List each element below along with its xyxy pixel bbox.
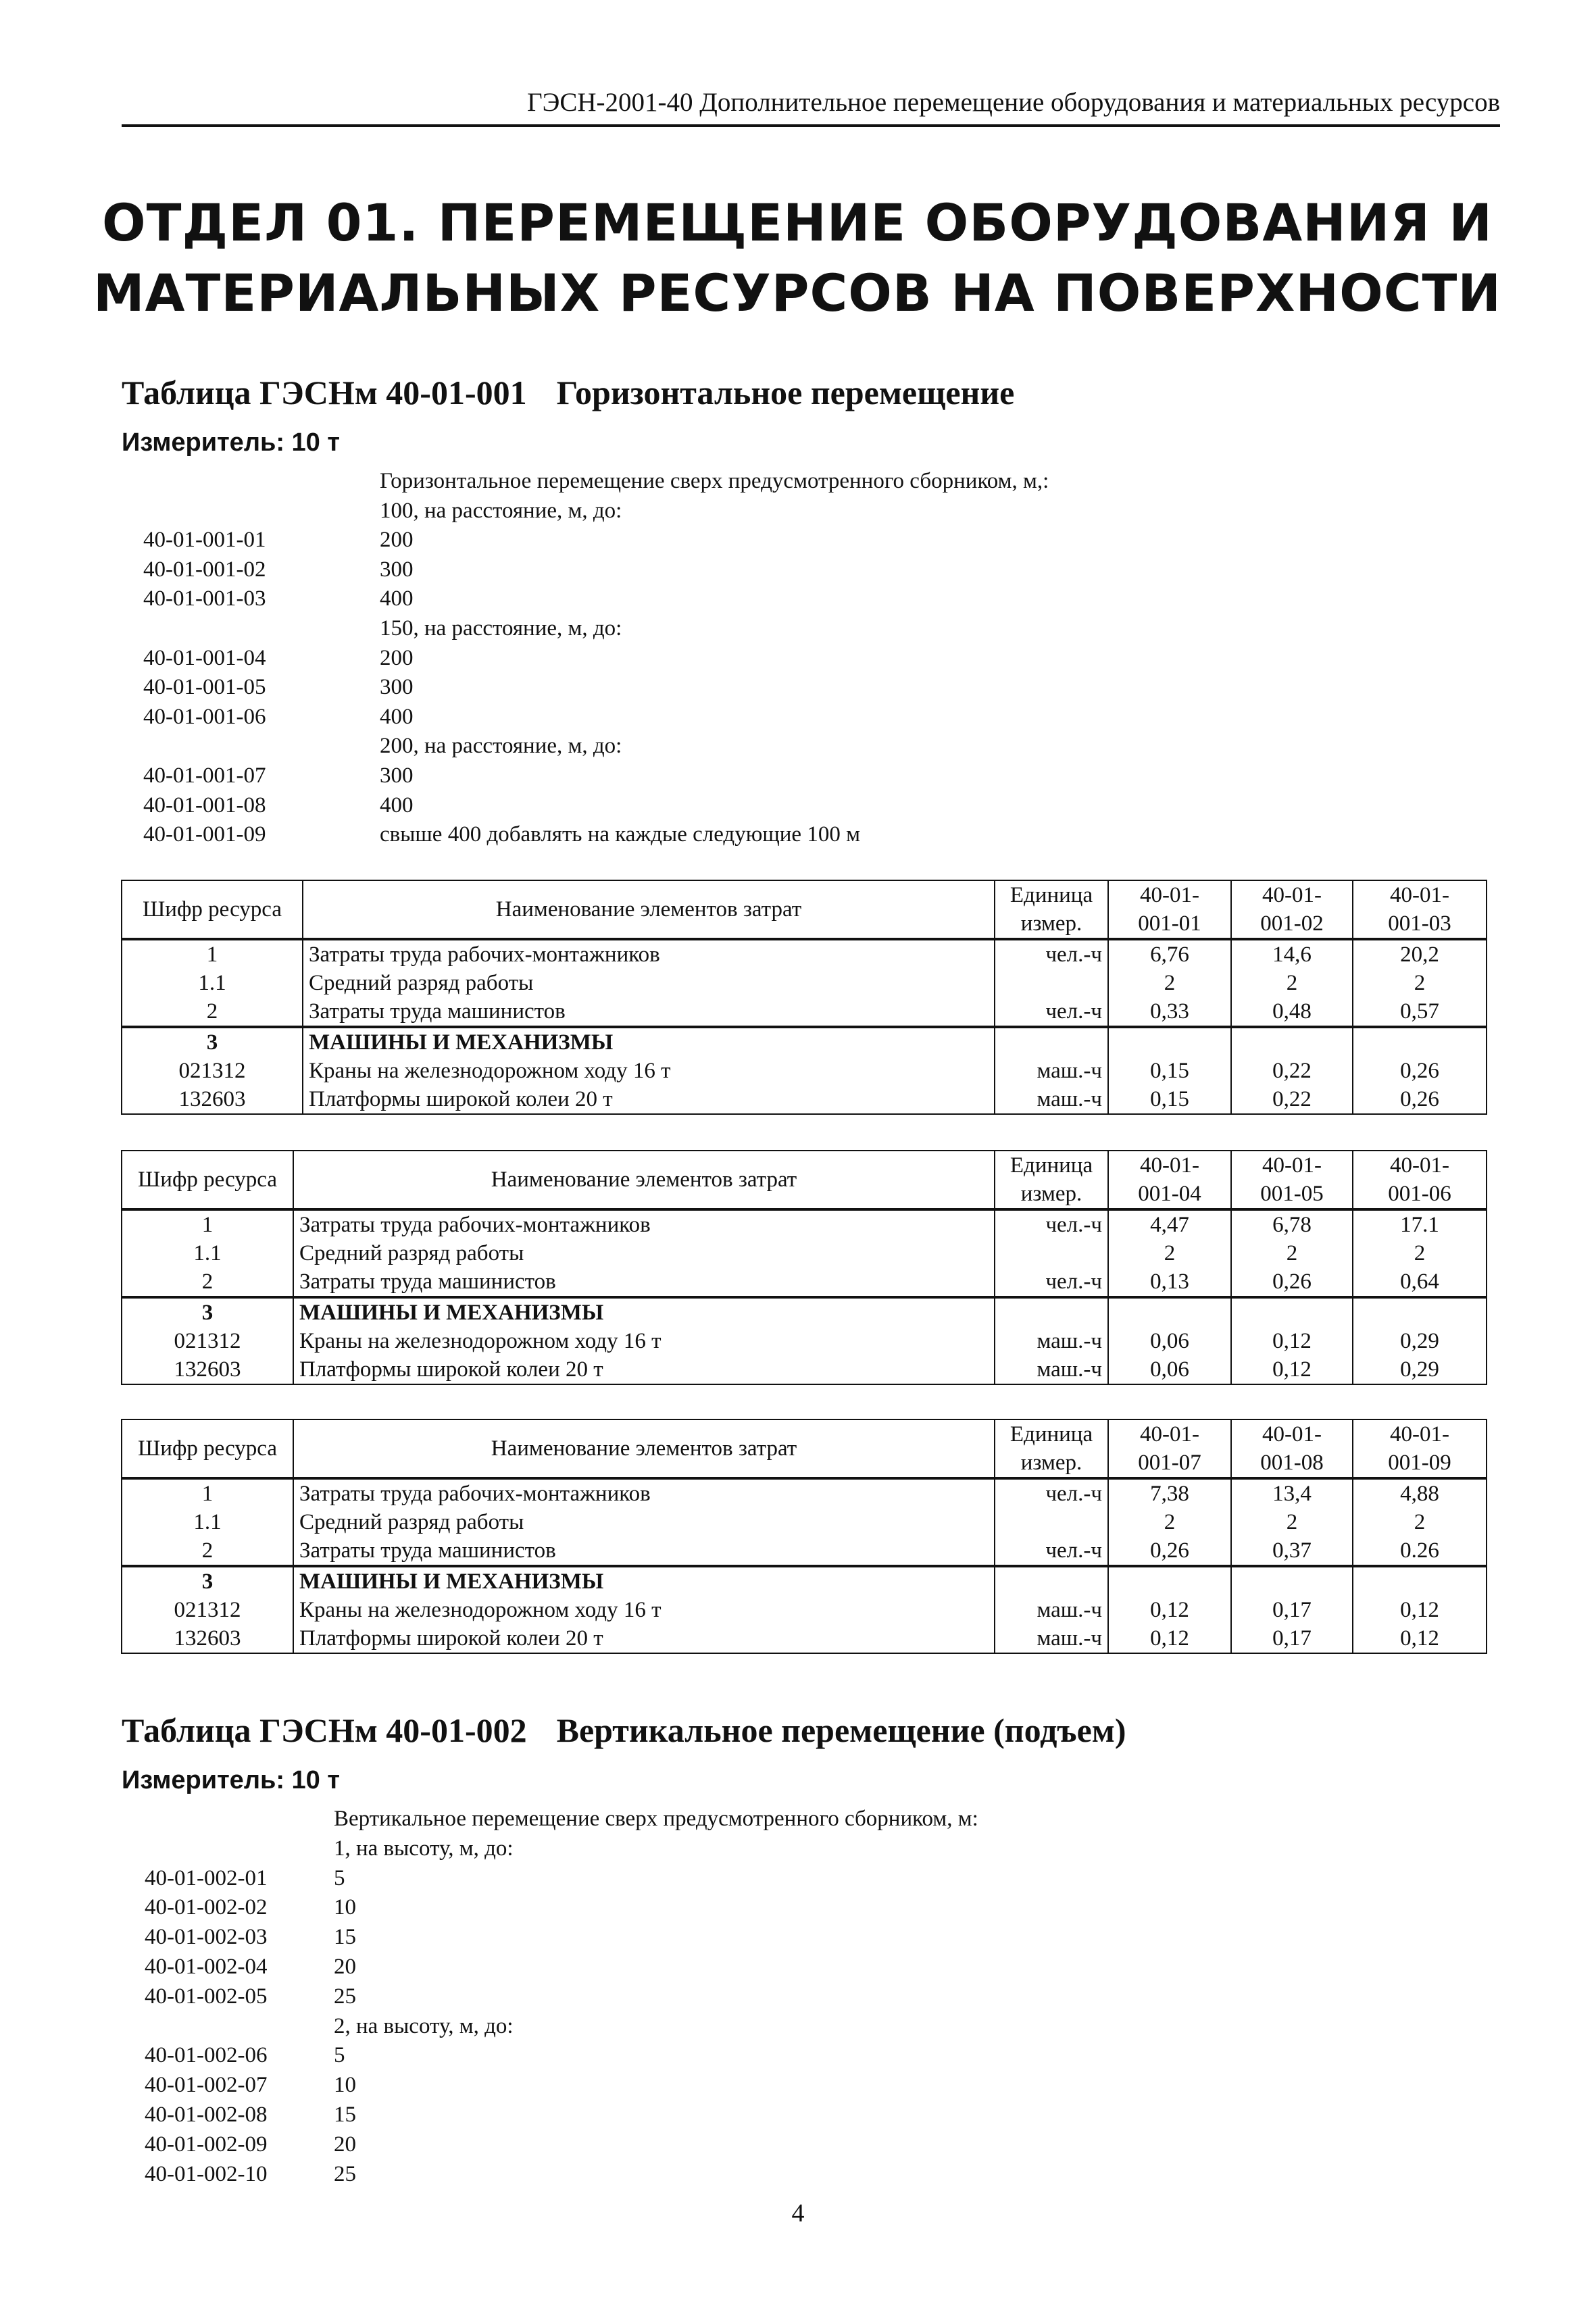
name-cell: Краны на железнодорожном ходу 16 т xyxy=(293,1327,995,1355)
value-cell: 2 xyxy=(1231,969,1353,997)
work-text: 200 xyxy=(380,528,414,553)
name-cell: МАШИНЫ И МЕХАНИЗМЫ xyxy=(293,1297,995,1327)
cipher-cell: 2 xyxy=(122,997,303,1027)
work-text: свыше 400 добавлять на каждые следующие 100 м xyxy=(380,822,860,847)
unit-cell: чел.-ч xyxy=(995,1536,1108,1566)
table-row xyxy=(122,1355,1487,1384)
value-cell xyxy=(1108,1027,1231,1057)
work-code: 40-01-002-03 xyxy=(145,1925,268,1950)
value-cell: 0,15 xyxy=(1108,1057,1231,1085)
name-cell: Затраты труда рабочих-монтажников xyxy=(293,1209,995,1239)
col-header-name: Наименование элементов затрат xyxy=(293,1419,995,1478)
col-header-code: 40-01- xyxy=(1231,880,1353,909)
name-cell: Затраты труда рабочих-монтажников xyxy=(303,939,995,969)
cipher-cell: 1.1 xyxy=(122,1508,293,1536)
work-text: 150, на расстояние, м, до: xyxy=(380,615,622,640)
cipher-cell: 021312 xyxy=(122,1327,293,1355)
value-cell: 20,2 xyxy=(1353,939,1487,969)
table-row xyxy=(122,1239,1487,1267)
work-text: Горизонтальное перемещение сверх предусмотренного сборником, м,: xyxy=(380,469,1049,493)
work-text: 15 xyxy=(334,1925,356,1950)
value-cell: 0,06 xyxy=(1108,1355,1231,1384)
value-cell: 2 xyxy=(1108,1508,1231,1536)
name-cell: Средний разряд работы xyxy=(303,969,995,997)
table-header-row xyxy=(122,880,1487,909)
table-row xyxy=(122,1057,1487,1085)
value-cell: 0,17 xyxy=(1231,1596,1353,1624)
value-cell: 0.26 xyxy=(1353,1536,1487,1566)
col-header-code: 001-05 xyxy=(1231,1180,1353,1209)
unit-cell xyxy=(995,1566,1108,1596)
unit-cell xyxy=(995,969,1108,997)
unit-cell xyxy=(995,1508,1108,1536)
table-row xyxy=(122,1596,1487,1624)
page-number: 4 xyxy=(791,2199,805,2228)
value-cell: 0,13 xyxy=(1108,1267,1231,1297)
table-row xyxy=(122,1566,1487,1596)
col-header-cipher: Шифр ресурса xyxy=(122,1151,293,1209)
table-row xyxy=(122,1327,1487,1355)
value-cell: 0,57 xyxy=(1353,997,1487,1027)
work-text: 400 xyxy=(380,704,414,729)
work-text: 300 xyxy=(380,763,414,788)
work-text: 20 xyxy=(334,1954,356,1979)
cipher-cell: 132603 xyxy=(122,1624,293,1653)
col-header-code: 001-07 xyxy=(1108,1449,1231,1478)
table-name: Горизонтальное перемещение xyxy=(556,374,1015,411)
name-cell: Платформы широкой колеи 20 т xyxy=(293,1355,995,1384)
unit-cell: маш.-ч xyxy=(995,1327,1108,1355)
resource-table-1 xyxy=(121,880,1487,1115)
work-code: 40-01-002-10 xyxy=(145,2161,268,2186)
cipher-cell: 3 xyxy=(122,1297,293,1327)
col-header-cipher: Шифр ресурса xyxy=(122,1419,293,1478)
value-cell xyxy=(1353,1027,1487,1057)
value-cell xyxy=(1231,1027,1353,1057)
name-cell: Платформы широкой колеи 20 т xyxy=(293,1624,995,1653)
value-cell: 0,64 xyxy=(1353,1267,1487,1297)
work-text: 25 xyxy=(334,1984,356,2009)
work-code: 40-01-002-09 xyxy=(145,2132,268,2157)
value-cell: 0,12 xyxy=(1108,1596,1231,1624)
work-text: 10 xyxy=(334,2073,356,2098)
value-cell: 0,26 xyxy=(1231,1267,1353,1297)
col-header-code: 001-04 xyxy=(1108,1180,1231,1209)
value-cell: 0,06 xyxy=(1108,1327,1231,1355)
section-title xyxy=(81,188,1514,328)
value-cell: 0,12 xyxy=(1108,1624,1231,1653)
table-title-40-01-001 xyxy=(122,373,1014,412)
unit-cell: маш.-ч xyxy=(995,1057,1108,1085)
col-header-code: 001-08 xyxy=(1231,1449,1353,1478)
table-code: Таблица ГЭСНм 40-01-001 xyxy=(122,374,527,411)
table-row xyxy=(122,1297,1487,1327)
work-code: 40-01-002-02 xyxy=(145,1895,268,1920)
resource-table-2 xyxy=(121,1150,1487,1385)
work-text: 15 xyxy=(334,2102,356,2127)
cipher-cell: 1 xyxy=(122,1209,293,1239)
value-cell: 0,22 xyxy=(1231,1085,1353,1114)
col-header-code: 40-01- xyxy=(1108,880,1231,909)
cipher-cell: 3 xyxy=(122,1566,293,1596)
col-header-code: 40-01- xyxy=(1353,1151,1487,1180)
work-code: 40-01-001-09 xyxy=(143,822,266,847)
value-cell: 2 xyxy=(1353,1508,1487,1536)
value-cell: 4,88 xyxy=(1353,1478,1487,1508)
work-text: 400 xyxy=(380,793,414,818)
work-code: 40-01-001-06 xyxy=(143,704,266,729)
value-cell: 0,33 xyxy=(1108,997,1231,1027)
work-text: 300 xyxy=(380,557,414,582)
table-row xyxy=(122,1085,1487,1114)
col-header-code: 001-09 xyxy=(1353,1449,1487,1478)
work-text: 2, на высоту, м, до: xyxy=(334,2013,514,2038)
col-header-name: Наименование элементов затрат xyxy=(303,880,995,939)
cipher-cell: 1.1 xyxy=(122,969,303,997)
value-cell: 0,37 xyxy=(1231,1536,1353,1566)
work-code: 40-01-002-06 xyxy=(145,2043,268,2068)
work-text: 20 xyxy=(334,2132,356,2157)
col-header-code: 40-01- xyxy=(1231,1151,1353,1180)
col-header-unit: измер. xyxy=(995,1180,1108,1209)
value-cell: 2 xyxy=(1108,969,1231,997)
value-cell: 0,12 xyxy=(1353,1596,1487,1624)
value-cell: 4,47 xyxy=(1108,1209,1231,1239)
work-text: 300 xyxy=(380,675,414,700)
section-title-line-2: МАТЕРИАЛЬНЫХ РЕСУРСОВ НА ПОВЕРХНОСТИ xyxy=(93,263,1501,323)
name-cell: Краны на железнодорожном ходу 16 т xyxy=(303,1057,995,1085)
name-cell: МАШИНЫ И МЕХАНИЗМЫ xyxy=(303,1027,995,1057)
value-cell: 2 xyxy=(1231,1508,1353,1536)
value-cell: 2 xyxy=(1353,969,1487,997)
col-header-unit: измер. xyxy=(995,909,1108,939)
col-header-code: 40-01- xyxy=(1353,880,1487,909)
work-code: 40-01-001-08 xyxy=(143,793,266,818)
value-cell: 2 xyxy=(1108,1239,1231,1267)
col-header-unit: Единица xyxy=(995,1151,1108,1180)
work-code: 40-01-002-04 xyxy=(145,1954,268,1979)
col-header-code: 001-03 xyxy=(1353,909,1487,939)
work-text: 200 xyxy=(380,645,414,670)
value-cell xyxy=(1108,1297,1231,1327)
unit-cell: маш.-ч xyxy=(995,1624,1108,1653)
table-row xyxy=(122,939,1487,969)
value-cell xyxy=(1353,1566,1487,1596)
value-cell xyxy=(1231,1566,1353,1596)
col-header-unit: измер. xyxy=(995,1449,1108,1478)
col-header-code: 001-06 xyxy=(1353,1180,1487,1209)
table-header-row xyxy=(122,1419,1487,1449)
value-cell: 14,6 xyxy=(1231,939,1353,969)
table-row xyxy=(122,1267,1487,1297)
name-cell: Краны на железнодорожном ходу 16 т xyxy=(293,1596,995,1624)
cipher-cell: 2 xyxy=(122,1267,293,1297)
table-row xyxy=(122,1536,1487,1566)
work-text: 5 xyxy=(334,2043,345,2068)
value-cell xyxy=(1353,1297,1487,1327)
table-name: Вертикальное перемещение (подъем) xyxy=(556,1711,1126,1749)
resource-table-3 xyxy=(121,1419,1487,1654)
work-code: 40-01-001-02 xyxy=(143,557,266,582)
value-cell: 0,26 xyxy=(1353,1057,1487,1085)
work-text: Вертикальное перемещение сверх предусмотренного сборником, м: xyxy=(334,1807,978,1831)
measurer-label: Измеритель: 10 т xyxy=(122,428,340,457)
table-row xyxy=(122,997,1487,1027)
work-code: 40-01-001-01 xyxy=(143,528,266,553)
cipher-cell: 3 xyxy=(122,1027,303,1057)
work-text: 5 xyxy=(334,1865,345,1890)
value-cell: 0,29 xyxy=(1353,1327,1487,1355)
value-cell: 13,4 xyxy=(1231,1478,1353,1508)
section-title-line-1: ОТДЕЛ 01. ПЕРЕМЕЩЕНИЕ ОБОРУДОВАНИЯ И xyxy=(102,193,1493,253)
value-cell: 6,78 xyxy=(1231,1209,1353,1239)
work-text: 100, на расстояние, м, до: xyxy=(380,498,622,523)
unit-cell: маш.-ч xyxy=(995,1355,1108,1384)
value-cell: 0,29 xyxy=(1353,1355,1487,1384)
value-cell xyxy=(1231,1297,1353,1327)
work-code: 40-01-001-05 xyxy=(143,675,266,700)
table-row xyxy=(122,1508,1487,1536)
value-cell: 0,12 xyxy=(1231,1327,1353,1355)
unit-cell: чел.-ч xyxy=(995,939,1108,969)
col-header-code: 40-01- xyxy=(1353,1419,1487,1449)
table-title-40-01-002 xyxy=(122,1711,1126,1750)
work-text: 400 xyxy=(380,586,414,611)
col-header-code: 40-01- xyxy=(1108,1419,1231,1449)
unit-cell: чел.-ч xyxy=(995,1209,1108,1239)
name-cell: Платформы широкой колеи 20 т xyxy=(303,1085,995,1114)
work-code: 40-01-001-03 xyxy=(143,586,266,611)
table-row xyxy=(122,1478,1487,1508)
cipher-cell: 132603 xyxy=(122,1355,293,1384)
work-code: 40-01-002-07 xyxy=(145,2073,268,2098)
value-cell: 0,15 xyxy=(1108,1085,1231,1114)
work-text: 200, на расстояние, м, до: xyxy=(380,734,622,759)
table-row xyxy=(122,1209,1487,1239)
col-header-unit: Единица xyxy=(995,880,1108,909)
cipher-cell: 1 xyxy=(122,1478,293,1508)
table-row xyxy=(122,969,1487,997)
cipher-cell: 1.1 xyxy=(122,1239,293,1267)
work-text: 25 xyxy=(334,2161,356,2186)
value-cell: 17.1 xyxy=(1353,1209,1487,1239)
col-header-cipher: Шифр ресурса xyxy=(122,880,303,939)
work-code: 40-01-002-05 xyxy=(145,1984,268,2009)
cipher-cell: 132603 xyxy=(122,1085,303,1114)
name-cell: Средний разряд работы xyxy=(293,1508,995,1536)
value-cell: 0,26 xyxy=(1353,1085,1487,1114)
unit-cell: маш.-ч xyxy=(995,1596,1108,1624)
value-cell xyxy=(1108,1566,1231,1596)
work-code: 40-01-002-08 xyxy=(145,2102,268,2127)
table-code: Таблица ГЭСНм 40-01-002 xyxy=(122,1711,527,1749)
value-cell: 0,12 xyxy=(1231,1355,1353,1384)
measurer-label: Измеритель: 10 т xyxy=(122,1766,340,1794)
table-row xyxy=(122,1624,1487,1653)
name-cell: Затраты труда рабочих-монтажников xyxy=(293,1478,995,1508)
value-cell: 0,17 xyxy=(1231,1624,1353,1653)
value-cell: 2 xyxy=(1231,1239,1353,1267)
col-header-code: 001-01 xyxy=(1108,909,1231,939)
value-cell: 0,26 xyxy=(1108,1536,1231,1566)
work-code: 40-01-002-01 xyxy=(145,1865,268,1890)
table-row xyxy=(122,1027,1487,1057)
value-cell: 0,22 xyxy=(1231,1057,1353,1085)
value-cell: 2 xyxy=(1353,1239,1487,1267)
value-cell: 7,38 xyxy=(1108,1478,1231,1508)
unit-cell: маш.-ч xyxy=(995,1085,1108,1114)
unit-cell: чел.-ч xyxy=(995,997,1108,1027)
work-text: 1, на высоту, м, до: xyxy=(334,1836,514,1861)
col-header-code: 40-01- xyxy=(1231,1419,1353,1449)
value-cell: 6,76 xyxy=(1108,939,1231,969)
col-header-unit: Единица xyxy=(995,1419,1108,1449)
work-code: 40-01-001-07 xyxy=(143,763,266,788)
name-cell: Затраты труда машинистов xyxy=(293,1267,995,1297)
work-code: 40-01-001-04 xyxy=(143,645,266,670)
value-cell: 0,12 xyxy=(1353,1624,1487,1653)
cipher-cell: 021312 xyxy=(122,1057,303,1085)
name-cell: Затраты труда машинистов xyxy=(303,997,995,1027)
value-cell: 0,48 xyxy=(1231,997,1353,1027)
unit-cell xyxy=(995,1027,1108,1057)
page-header: ГЭСН-2001-40 Дополнительное перемещение оборудования и материальных ресурсов xyxy=(122,81,1500,127)
name-cell: МАШИНЫ И МЕХАНИЗМЫ xyxy=(293,1566,995,1596)
cipher-cell: 021312 xyxy=(122,1596,293,1624)
cipher-cell: 2 xyxy=(122,1536,293,1566)
cipher-cell: 1 xyxy=(122,939,303,969)
name-cell: Средний разряд работы xyxy=(293,1239,995,1267)
unit-cell xyxy=(995,1297,1108,1327)
col-header-name: Наименование элементов затрат xyxy=(293,1151,995,1209)
name-cell: Затраты труда машинистов xyxy=(293,1536,995,1566)
unit-cell: чел.-ч xyxy=(995,1478,1108,1508)
table-header-row xyxy=(122,1151,1487,1180)
work-text: 10 xyxy=(334,1895,356,1920)
col-header-code: 40-01- xyxy=(1108,1151,1231,1180)
col-header-code: 001-02 xyxy=(1231,909,1353,939)
unit-cell xyxy=(995,1239,1108,1267)
unit-cell: чел.-ч xyxy=(995,1267,1108,1297)
